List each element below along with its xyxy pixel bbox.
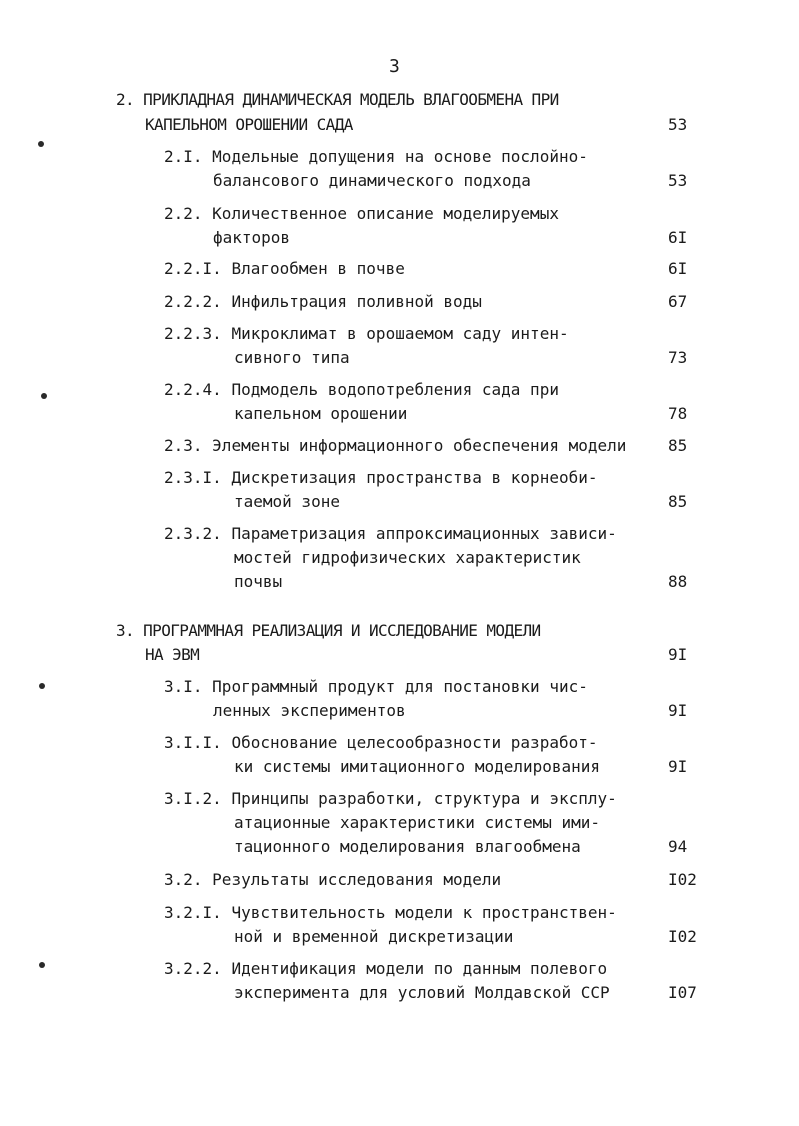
entry-page: 9I	[668, 757, 688, 776]
entry-page: I07	[668, 983, 697, 1002]
entry-page: 9I	[668, 645, 688, 664]
entry-page: 6I	[668, 259, 688, 278]
entry-number: 3.2.I.	[164, 903, 222, 922]
entry-title-line: факторов	[213, 228, 291, 247]
entry-number: 2.2.I.	[164, 259, 222, 278]
entry-title-line: Обоснование целесообразности разработ-	[231, 733, 598, 752]
entry-title-line: Микроклимат в орошаемом саду интен-	[231, 324, 569, 343]
entry-title-line: балансового динамического подхода	[213, 171, 531, 190]
entry-title-line: ной и временной дискретизации	[234, 927, 514, 946]
entry-page: 53	[668, 171, 688, 190]
entry-number: 2.	[116, 90, 135, 109]
entry-number: 3.I.2.	[164, 789, 222, 808]
entry-title-line: Дискретизация пространства в корнеоби-	[231, 468, 598, 487]
entry-page: 94	[668, 837, 688, 856]
entry-page: 6I	[668, 228, 688, 247]
entry-number: 3.	[116, 621, 135, 640]
entry-title-line: Программный продукт для постановки чис-	[212, 677, 588, 696]
entry-number: 2.I.	[164, 147, 203, 166]
entry-title-line: ПРОГРАММНАЯ РЕАЛИЗАЦИЯ И ИССЛЕДОВАНИЕ МОДЕЛИ	[143, 621, 541, 640]
entry-number: 3.I.	[164, 677, 203, 696]
entry-title-line: НА ЭВМ	[145, 645, 200, 664]
entry-page: 85	[668, 492, 688, 511]
entry-number: 2.2.	[164, 204, 203, 223]
entry-page: 85	[668, 436, 688, 455]
entry-title-line: сивного типа	[234, 348, 350, 367]
entry-title-line: Параметризация аппроксимационных зависи-	[231, 524, 617, 543]
entry-number: 2.2.4.	[164, 380, 222, 399]
entry-page: 88	[668, 572, 688, 591]
entry-page: 67	[668, 292, 688, 311]
entry-number: 2.3.2.	[164, 524, 222, 543]
entry-title-line: Влагообмен в почве	[231, 259, 405, 278]
entry-title-line: ки системы имитационного моделирования	[234, 757, 601, 776]
entry-title-line: ПРИКЛАДНАЯ ДИНАМИЧЕСКАЯ МОДЕЛЬ ВЛАГООБМЕНА ПРИ	[143, 90, 559, 109]
entry-page: 78	[668, 404, 688, 423]
entry-number: 3.2.2.	[164, 959, 222, 978]
entry-page: 9I	[668, 701, 688, 720]
entry-title-line: Количественное описание моделируемых	[212, 204, 559, 223]
entry-title-line: Результаты исследования модели	[212, 870, 502, 889]
entry-title-line: почвы	[234, 572, 283, 591]
entry-number: 3.I.I.	[164, 733, 222, 752]
scan-mark	[41, 393, 47, 399]
entry-number: 2.2.2.	[164, 292, 222, 311]
page-number: 3	[389, 56, 400, 77]
entry-title-line: таемой зоне	[234, 492, 340, 511]
entry-title-line: Чувствительность модели к пространствен-	[231, 903, 617, 922]
entry-page: 73	[668, 348, 688, 367]
entry-number: 3.2.	[164, 870, 203, 889]
entry-number: 2.2.3.	[164, 324, 222, 343]
entry-title-line: капельном орошении	[234, 404, 408, 423]
entry-page: I02	[668, 927, 697, 946]
entry-title-line: Идентификация модели по данным полевого	[231, 959, 608, 978]
entry-title-line: ленных экспериментов	[213, 701, 406, 720]
entry-title-line: Принципы разработки, структура и эксплу-	[231, 789, 617, 808]
entry-title-line: атационные характеристики системы ими-	[234, 813, 601, 832]
entry-title-line: тационного моделирования влагообмена	[234, 837, 581, 856]
entry-title-line: эксперимента для условий Молдавской ССР	[234, 983, 610, 1002]
entry-title-line: Элементы информационного обеспечения модели	[212, 436, 627, 455]
entry-number: 2.3.I.	[164, 468, 222, 487]
scan-mark	[38, 141, 44, 147]
entry-page: I02	[668, 870, 697, 889]
entry-title-line: Модельные допущения на основе послойно-	[212, 147, 588, 166]
entry-title-line: Подмодель водопотребления сада при	[231, 380, 559, 399]
entry-title-line: КАПЕЛЬНОМ ОРОШЕНИИ САДА	[145, 115, 353, 134]
entry-number: 2.3.	[164, 436, 203, 455]
scan-mark	[39, 683, 45, 689]
entry-title-line: Инфильтрация поливной воды	[231, 292, 482, 311]
entry-title-line: мостей гидрофизических характеристик	[234, 548, 581, 567]
scan-mark	[39, 962, 45, 968]
entry-page: 53	[668, 115, 688, 134]
